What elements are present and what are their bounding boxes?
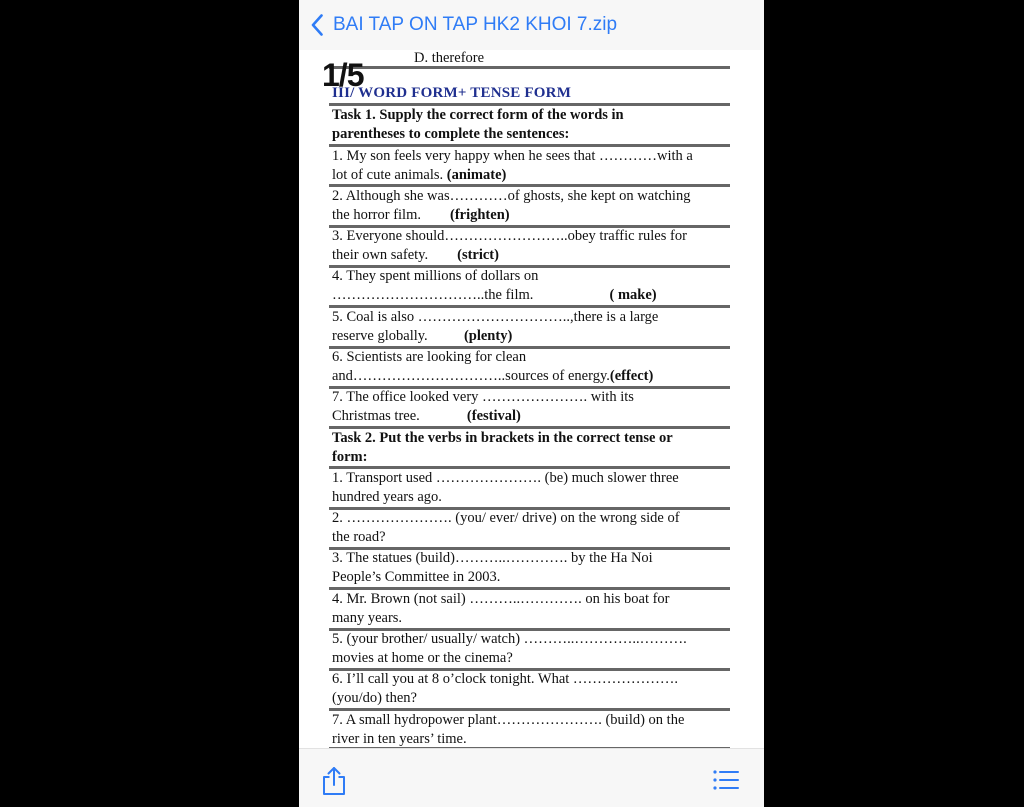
document-page[interactable] (299, 50, 764, 748)
task2-item: 7. A small hydropower plant…………………. (build) on the river in ten years’ time. (332, 712, 685, 747)
task2-item: 1. Transport used …………………. (be) much slower three hundred years ago. (332, 470, 679, 505)
task2-item: 2. …………………. (you/ ever/ drive) on the wrong side of the road? (332, 510, 680, 545)
task1-item: 6. Scientists are looking for clean and…………………………..sources of energy.(effect) (332, 349, 654, 384)
share-icon (321, 783, 347, 800)
previous-answer-line: D. therefore (414, 50, 485, 66)
task2-item: 6. I’ll call you at 8 o’clock tonight. What …………………. (you/do) then? (332, 671, 679, 706)
bottom-toolbar (299, 748, 764, 807)
task2-item: 4. Mr. Brown (not sail) ………..…………. on his boat for many years. (332, 591, 670, 626)
task1-item: 7. The office looked very …………………. with its Christmas tree. (festival) (332, 389, 634, 424)
task2-item: 5. (your brother/ usually/ watch) ………..…………..………. movies at home or the cinema? (332, 631, 687, 666)
navigation-bar (299, 0, 764, 50)
task1-item: 4. They spent millions of dollars on …………………………..the film. ( make) (332, 268, 657, 303)
task2-title: Task 2. Put the verbs in brackets in the correct tense or form: (332, 430, 673, 465)
task1-item: 1. My son feels very happy when he sees that …………with a lot of cute animals. (animate) (332, 148, 693, 183)
list-icon (713, 778, 739, 795)
viewer-screen (299, 0, 764, 807)
back-button[interactable] (311, 10, 617, 40)
task1-title: Task 1. Supply the correct form of the words in parentheses to complete the sentences: (332, 107, 624, 142)
divider (329, 66, 730, 69)
page-indicator: 1/5 (322, 57, 364, 93)
task2-item: 3. The statues (build)………..…………. by the Ha Noi People’s Committee in 2003. (332, 550, 653, 585)
list-button[interactable] (713, 769, 739, 796)
file-title: BAI TAP ON TAP HK2 KHOI 7.zip (333, 14, 618, 35)
section-heading: III/ WORD FORM+ TENSE FORM (332, 85, 572, 101)
task1-item: 3. Everyone should……………………..obey traffic rules for their own safety. (strict) (332, 228, 687, 263)
chevron-left-icon (311, 14, 323, 36)
task1-item: 2. Although she was…………of ghosts, she kept on watching the horror film. (frighten) (332, 188, 691, 223)
share-button[interactable] (321, 766, 347, 801)
task1-item: 5. Coal is also …………………………..,there is a large reserve globally. (plenty) (332, 309, 659, 344)
